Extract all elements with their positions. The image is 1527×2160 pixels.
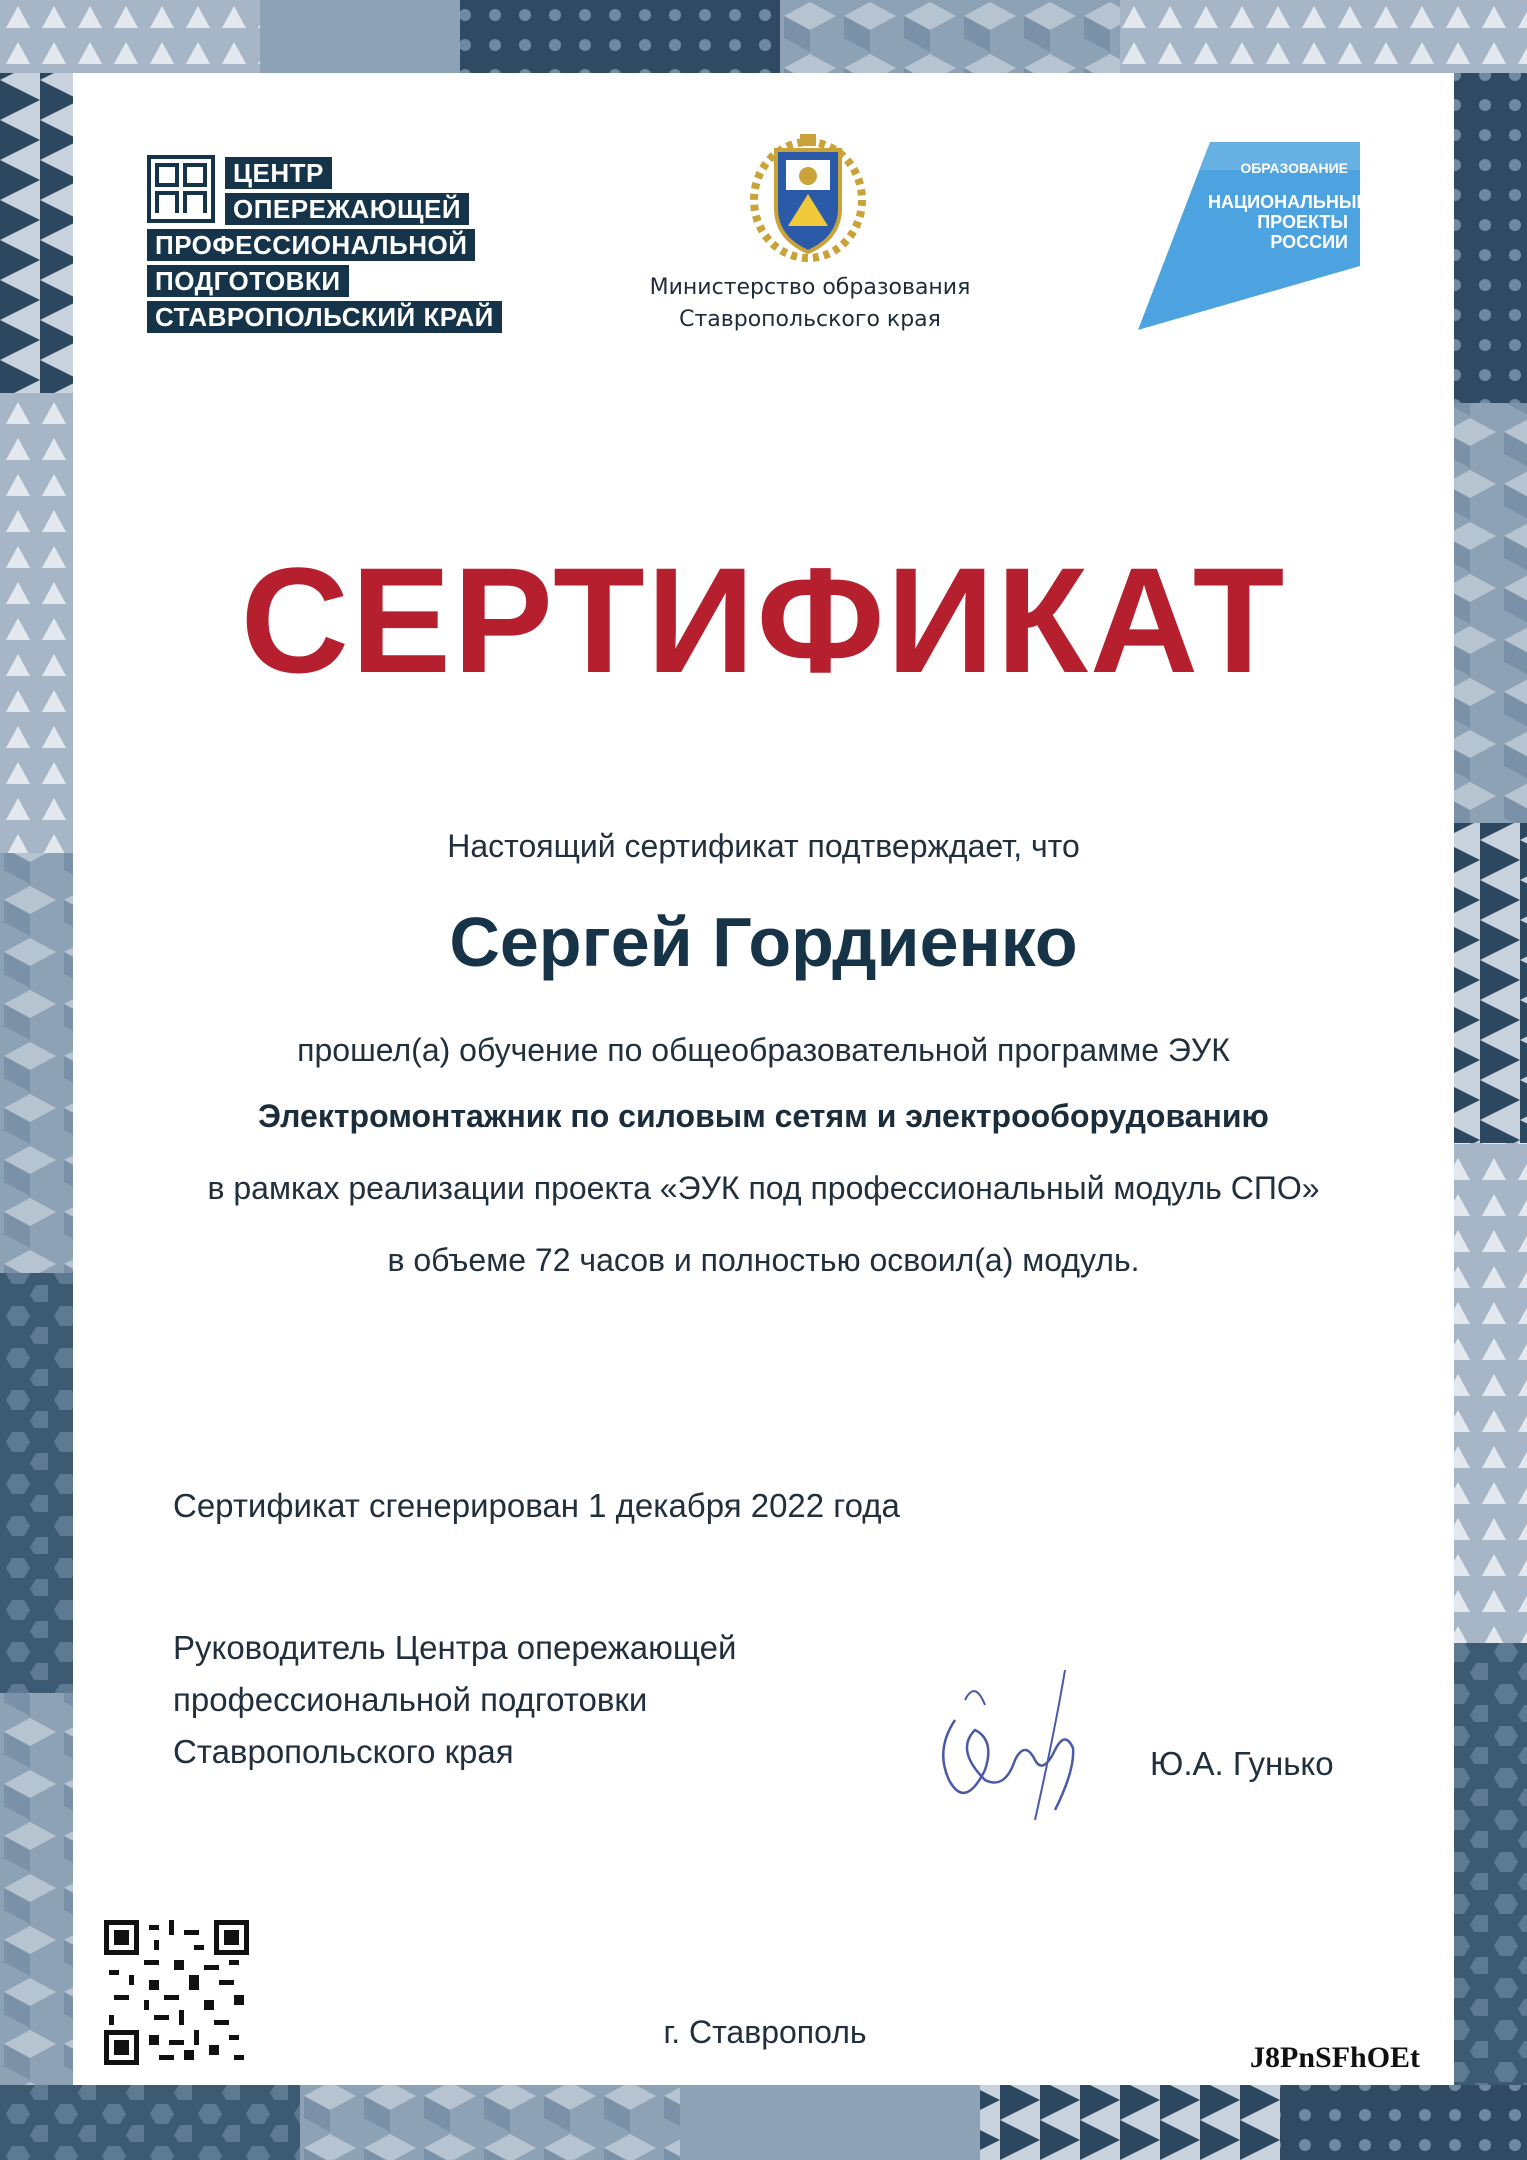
- qr-code-icon: [104, 1920, 249, 2065]
- signer-name: Ю.А. Гунько: [1150, 1745, 1334, 1782]
- project-text: в рамках реализации проекта «ЭУК под профессиональный модуль СПО»: [207, 1170, 1320, 1206]
- natproj-line-1: НАЦИОНАЛЬНЫЕ: [1208, 192, 1369, 212]
- handwritten-signature-icon: [915, 1660, 1095, 1830]
- national-projects-logo: [1138, 142, 1369, 330]
- program-intro-text: прошел(а) обучение по общеобразовательной программе ЭУК: [297, 1032, 1230, 1068]
- natproj-line-3: РОССИИ: [1270, 232, 1348, 252]
- cpp-line-5: СТАВРОПОЛЬСКИЙ КРАЙ: [147, 301, 502, 333]
- cpp-mark-icon: [147, 155, 215, 223]
- certificate-code: J8PnSFhOEt: [1250, 2041, 1421, 2074]
- ministry-name: [560, 272, 1060, 336]
- confirm-text: Настоящий сертификат подтверждает, что: [447, 828, 1080, 864]
- position-line-1: Руководитель Центра опережающей: [173, 1629, 737, 1666]
- signer-position: [173, 1622, 736, 1778]
- natproj-line-2: ПРОЕКТЫ: [1257, 212, 1348, 232]
- program-title: Электромонтажник по силовым сетям и электрооборудованию: [258, 1098, 1269, 1134]
- natproj-top-label: ОБРАЗОВАНИЕ: [1240, 160, 1348, 176]
- position-line-3: Ставропольского края: [173, 1733, 514, 1770]
- ministry-line-1: Министерство образования: [649, 275, 971, 300]
- city-text: г. Ставрополь: [663, 2014, 867, 2050]
- recipient-name: Сергей Гордиенко: [449, 903, 1078, 981]
- generated-date-text: Сертификат сгенерирован 1 декабря 2022 года: [173, 1487, 900, 1524]
- ministry-line-2: Ставропольского края: [679, 307, 941, 332]
- cpp-line-3: ПРОФЕССИОНАЛЬНОЙ: [147, 229, 475, 261]
- volume-text: в объеме 72 часов и полностью освоил(а) модуль.: [387, 1242, 1140, 1278]
- coat-of-arms-icon: [748, 130, 868, 262]
- cpp-logo: [147, 155, 517, 335]
- cpp-line-4: ПОДГОТОВКИ: [147, 265, 349, 297]
- certificate-title: СЕРТИФИКАТ: [240, 536, 1287, 704]
- cpp-line-1: ЦЕНТР: [225, 157, 332, 189]
- cpp-line-2: ОПЕРЕЖАЮЩЕЙ: [225, 193, 469, 225]
- position-line-2: профессиональной подготовки: [173, 1681, 648, 1718]
